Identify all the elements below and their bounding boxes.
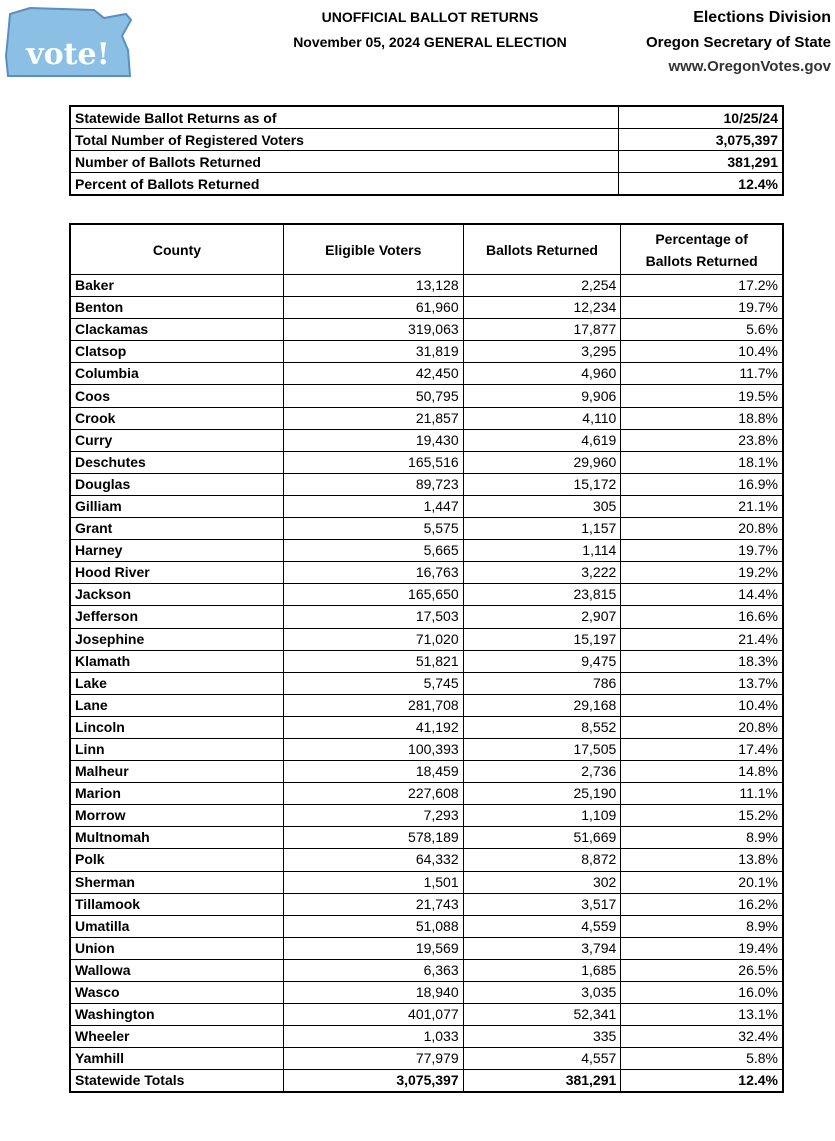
percentage-cell: 13.8%	[621, 849, 783, 871]
ballots-returned-cell: 4,559	[463, 915, 621, 937]
eligible-voters-cell: 5,745	[283, 672, 463, 694]
summary-value: 12.4%	[619, 173, 783, 196]
ballots-returned-cell: 25,190	[463, 783, 621, 805]
county-cell: Wheeler	[70, 1026, 283, 1048]
eligible-voters-cell: 50,795	[283, 385, 463, 407]
summary-value: 381,291	[619, 151, 783, 173]
eligible-voters-cell: 89,723	[283, 473, 463, 495]
header-eligible-voters: Eligible Voters	[283, 224, 463, 275]
percentage-cell: 16.2%	[621, 893, 783, 915]
eligible-voters-cell: 3,075,397	[283, 1070, 463, 1093]
percentage-cell: 11.7%	[621, 363, 783, 385]
table-row	[70, 672, 783, 694]
summary-label: Number of Ballots Returned	[70, 151, 619, 173]
eligible-voters-cell: 1,447	[283, 495, 463, 517]
table-row	[70, 694, 783, 716]
ballots-returned-cell: 302	[463, 871, 621, 893]
ballots-returned-cell: 381,291	[463, 1070, 621, 1093]
summary-value: 10/25/24	[619, 106, 783, 129]
summary-row	[70, 106, 783, 129]
summary-label: Statewide Ballot Returns as of	[70, 106, 619, 129]
eligible-voters-cell: 61,960	[283, 297, 463, 319]
table-row	[70, 473, 783, 495]
county-cell: Morrow	[70, 805, 283, 827]
header-percentage	[621, 224, 783, 275]
table-row	[70, 650, 783, 672]
oregon-vote-logo	[4, 6, 132, 78]
eligible-voters-cell: 7,293	[283, 805, 463, 827]
table-row	[70, 319, 783, 341]
county-cell: Umatilla	[70, 915, 283, 937]
table-row	[70, 297, 783, 319]
eligible-voters-cell: 578,189	[283, 827, 463, 849]
table-row	[70, 341, 783, 363]
percentage-cell: 12.4%	[621, 1070, 783, 1093]
eligible-voters-cell: 6,363	[283, 959, 463, 981]
ballots-returned-cell: 15,172	[463, 473, 621, 495]
table-row	[70, 584, 783, 606]
percentage-cell: 19.7%	[621, 297, 783, 319]
county-cell: Wasco	[70, 982, 283, 1004]
county-cell: Tillamook	[70, 893, 283, 915]
percentage-cell: 10.4%	[621, 694, 783, 716]
ballots-returned-cell: 51,669	[463, 827, 621, 849]
percentage-cell: 26.5%	[621, 959, 783, 981]
percentage-cell: 21.4%	[621, 628, 783, 650]
percentage-cell: 19.5%	[621, 385, 783, 407]
table-row	[70, 385, 783, 407]
ballots-returned-cell: 29,168	[463, 694, 621, 716]
table-row	[70, 716, 783, 738]
percentage-cell: 16.0%	[621, 982, 783, 1004]
ballots-returned-cell: 17,877	[463, 319, 621, 341]
county-cell: Klamath	[70, 650, 283, 672]
county-cell: Linn	[70, 738, 283, 760]
eligible-voters-cell: 64,332	[283, 849, 463, 871]
percentage-cell: 18.3%	[621, 650, 783, 672]
ballots-returned-cell: 9,475	[463, 650, 621, 672]
county-cell: Benton	[70, 297, 283, 319]
org-website-link[interactable]: www.OregonVotes.gov	[668, 58, 831, 75]
table-row	[70, 871, 783, 893]
county-cell: Lane	[70, 694, 283, 716]
ballots-returned-cell: 1,685	[463, 959, 621, 981]
county-cell: Union	[70, 937, 283, 959]
county-cell: Malheur	[70, 761, 283, 783]
ballots-returned-cell: 9,906	[463, 385, 621, 407]
table-row	[70, 805, 783, 827]
percentage-cell: 8.9%	[621, 827, 783, 849]
percentage-cell: 5.8%	[621, 1048, 783, 1070]
eligible-voters-cell: 21,857	[283, 407, 463, 429]
table-row	[70, 893, 783, 915]
ballots-returned-cell: 305	[463, 495, 621, 517]
summary-label: Total Number of Registered Voters	[70, 129, 619, 151]
table-row	[70, 915, 783, 937]
percentage-cell: 14.4%	[621, 584, 783, 606]
ballots-returned-cell: 4,557	[463, 1048, 621, 1070]
percentage-cell: 10.4%	[621, 341, 783, 363]
ballots-returned-cell: 12,234	[463, 297, 621, 319]
header-county: County	[70, 224, 283, 275]
ballots-returned-cell: 3,222	[463, 562, 621, 584]
header-percentage-line1: Percentage of	[655, 230, 748, 247]
percentage-cell: 8.9%	[621, 915, 783, 937]
header-percentage-line2: Ballots Returned	[645, 252, 758, 269]
ballots-returned-cell: 4,960	[463, 363, 621, 385]
table-header-row	[70, 224, 783, 275]
header-ballots-returned: Ballots Returned	[463, 224, 621, 275]
percentage-cell: 16.9%	[621, 473, 783, 495]
summary-row	[70, 151, 783, 173]
table-row	[70, 363, 783, 385]
county-cell: Multnomah	[70, 827, 283, 849]
county-cell: Curry	[70, 429, 283, 451]
percentage-cell: 20.8%	[621, 716, 783, 738]
ballots-returned-cell: 15,197	[463, 628, 621, 650]
ballots-returned-cell: 786	[463, 672, 621, 694]
eligible-voters-cell: 18,459	[283, 761, 463, 783]
county-cell: Columbia	[70, 363, 283, 385]
county-cell: Wallowa	[70, 959, 283, 981]
eligible-voters-cell: 31,819	[283, 341, 463, 363]
eligible-voters-cell: 100,393	[283, 738, 463, 760]
eligible-voters-cell: 281,708	[283, 694, 463, 716]
table-row	[70, 518, 783, 540]
percentage-cell: 18.1%	[621, 451, 783, 473]
table-row	[70, 982, 783, 1004]
table-row	[70, 606, 783, 628]
percentage-cell: 14.8%	[621, 761, 783, 783]
eligible-voters-cell: 1,501	[283, 871, 463, 893]
percentage-cell: 16.6%	[621, 606, 783, 628]
table-row	[70, 1026, 783, 1048]
eligible-voters-cell: 19,569	[283, 937, 463, 959]
logo-text: vote!	[26, 37, 110, 72]
ballots-returned-cell: 23,815	[463, 584, 621, 606]
percentage-cell: 13.1%	[621, 1004, 783, 1026]
ballots-returned-cell: 8,552	[463, 716, 621, 738]
eligible-voters-cell: 77,979	[283, 1048, 463, 1070]
ballots-returned-cell: 1,114	[463, 540, 621, 562]
ballots-returned-cell: 4,110	[463, 407, 621, 429]
ballots-returned-cell: 335	[463, 1026, 621, 1048]
ballots-returned-cell: 4,619	[463, 429, 621, 451]
eligible-voters-cell: 42,450	[283, 363, 463, 385]
summary-table	[69, 105, 784, 196]
org-division: Elections Division	[693, 9, 831, 26]
percentage-cell: 17.2%	[621, 275, 783, 297]
percentage-cell: 21.1%	[621, 495, 783, 517]
report-title: UNOFFICIAL BALLOT RETURNS	[321, 9, 539, 25]
org-name: Oregon Secretary of State	[645, 34, 831, 51]
eligible-voters-cell: 21,743	[283, 893, 463, 915]
table-row	[70, 783, 783, 805]
county-cell: Baker	[70, 275, 283, 297]
summary-row	[70, 173, 783, 196]
eligible-voters-cell: 165,516	[283, 451, 463, 473]
county-cell: Hood River	[70, 562, 283, 584]
ballots-returned-cell: 1,157	[463, 518, 621, 540]
county-cell: Jefferson	[70, 606, 283, 628]
county-cell: Grant	[70, 518, 283, 540]
percentage-cell: 5.6%	[621, 319, 783, 341]
percentage-cell: 19.4%	[621, 937, 783, 959]
table-row	[70, 275, 783, 297]
summary-value: 3,075,397	[619, 129, 783, 151]
ballots-returned-cell: 52,341	[463, 1004, 621, 1026]
eligible-voters-cell: 17,503	[283, 606, 463, 628]
eligible-voters-cell: 401,077	[283, 1004, 463, 1026]
county-cell: Clackamas	[70, 319, 283, 341]
percentage-cell: 20.1%	[621, 871, 783, 893]
eligible-voters-cell: 51,821	[283, 650, 463, 672]
election-date-title: November 05, 2024 GENERAL ELECTION	[293, 34, 567, 50]
eligible-voters-cell: 19,430	[283, 429, 463, 451]
ballots-returned-cell: 2,736	[463, 761, 621, 783]
eligible-voters-cell: 5,665	[283, 540, 463, 562]
ballots-returned-cell: 3,794	[463, 937, 621, 959]
ballots-returned-cell: 8,872	[463, 849, 621, 871]
county-cell: Washington	[70, 1004, 283, 1026]
county-cell: Marion	[70, 783, 283, 805]
county-cell: Josephine	[70, 628, 283, 650]
percentage-cell: 23.8%	[621, 429, 783, 451]
eligible-voters-cell: 319,063	[283, 319, 463, 341]
county-cell: Jackson	[70, 584, 283, 606]
eligible-voters-cell: 5,575	[283, 518, 463, 540]
table-row	[70, 540, 783, 562]
percentage-cell: 15.2%	[621, 805, 783, 827]
eligible-voters-cell: 18,940	[283, 982, 463, 1004]
county-cell: Statewide Totals	[70, 1070, 283, 1093]
totals-row	[70, 1070, 783, 1093]
county-cell: Polk	[70, 849, 283, 871]
eligible-voters-cell: 51,088	[283, 915, 463, 937]
county-cell: Harney	[70, 540, 283, 562]
summary-label: Percent of Ballots Returned	[70, 173, 619, 196]
county-cell: Coos	[70, 385, 283, 407]
percentage-cell: 11.1%	[621, 783, 783, 805]
table-row	[70, 1004, 783, 1026]
table-row	[70, 451, 783, 473]
table-row	[70, 849, 783, 871]
eligible-voters-cell: 165,650	[283, 584, 463, 606]
table-row	[70, 407, 783, 429]
eligible-voters-cell: 13,128	[283, 275, 463, 297]
eligible-voters-cell: 1,033	[283, 1026, 463, 1048]
county-cell: Lake	[70, 672, 283, 694]
percentage-cell: 13.7%	[621, 672, 783, 694]
ballots-returned-cell: 2,254	[463, 275, 621, 297]
ballots-returned-cell: 3,517	[463, 893, 621, 915]
percentage-cell: 19.2%	[621, 562, 783, 584]
table-row	[70, 628, 783, 650]
county-cell: Crook	[70, 407, 283, 429]
eligible-voters-cell: 71,020	[283, 628, 463, 650]
eligible-voters-cell: 41,192	[283, 716, 463, 738]
county-cell: Deschutes	[70, 451, 283, 473]
ballots-returned-cell: 17,505	[463, 738, 621, 760]
ballots-returned-cell: 3,295	[463, 341, 621, 363]
percentage-cell: 19.7%	[621, 540, 783, 562]
county-cell: Douglas	[70, 473, 283, 495]
county-cell: Lincoln	[70, 716, 283, 738]
table-row	[70, 738, 783, 760]
table-row	[70, 937, 783, 959]
table-row	[70, 429, 783, 451]
eligible-voters-cell: 227,608	[283, 783, 463, 805]
table-row	[70, 827, 783, 849]
table-row	[70, 959, 783, 981]
county-cell: Sherman	[70, 871, 283, 893]
county-cell: Gilliam	[70, 495, 283, 517]
ballots-returned-cell: 1,109	[463, 805, 621, 827]
percentage-cell: 18.8%	[621, 407, 783, 429]
percentage-cell: 17.4%	[621, 738, 783, 760]
table-row	[70, 495, 783, 517]
summary-row	[70, 129, 783, 151]
ballots-returned-cell: 29,960	[463, 451, 621, 473]
table-row	[70, 761, 783, 783]
county-cell: Clatsop	[70, 341, 283, 363]
ballots-returned-cell: 3,035	[463, 982, 621, 1004]
ballots-returned-cell: 2,907	[463, 606, 621, 628]
county-cell: Yamhill	[70, 1048, 283, 1070]
percentage-cell: 32.4%	[621, 1026, 783, 1048]
table-row	[70, 562, 783, 584]
eligible-voters-cell: 16,763	[283, 562, 463, 584]
percentage-cell: 20.8%	[621, 518, 783, 540]
county-table	[69, 223, 784, 1093]
table-row	[70, 1048, 783, 1070]
